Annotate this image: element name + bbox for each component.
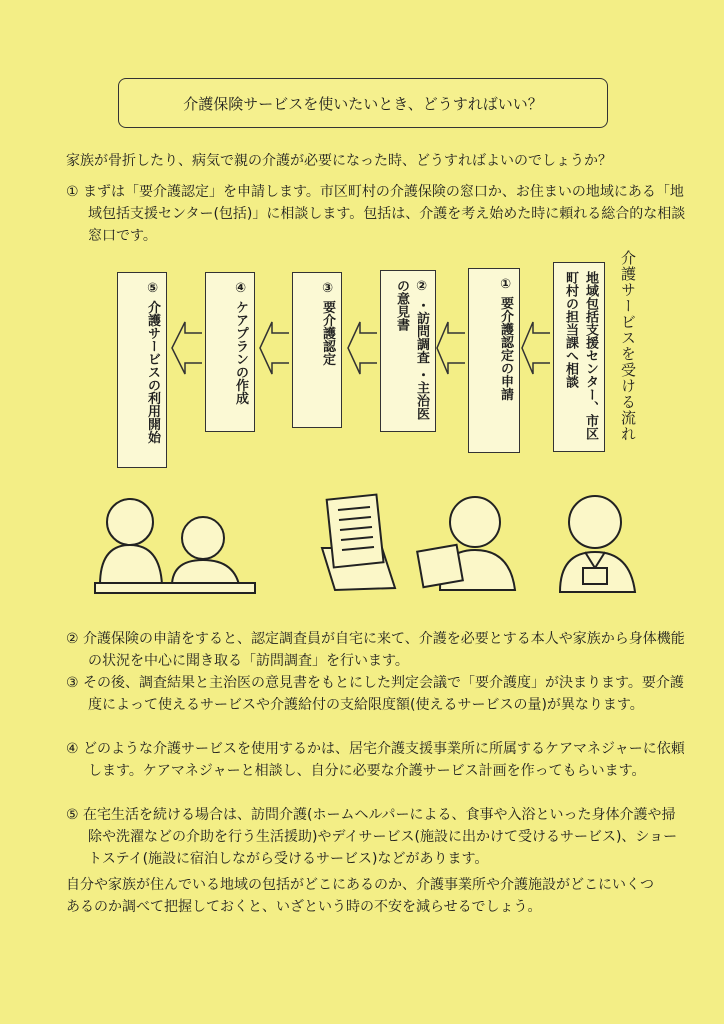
flow-box-survey: ② ・訪問調査 ・主治医の意見書: [380, 270, 436, 432]
title-box: [118, 78, 608, 128]
step-4-text: ④ どのような介護サービスを使用するかは、居宅介護支援事業所に所属するケアマネジャーに依頼します。ケアマネジャーと相談し、自分に必要な介護サービス計画を作ってもらいます。: [66, 741, 685, 779]
page-title: 介護保険サービスを使いたいとき、どうすればいい？: [183, 94, 543, 113]
step-3-text: ③ その後、調査結果と主治医の意見書をもとにした判定会議で「要介護度」が決まります。要介護度によって使えるサービスや介護給付の支給限度額(使えるサービスの量)が異なります。: [66, 675, 684, 713]
flow-box-service-start: ⑤ 介護サービスの利用開始: [117, 272, 167, 468]
document-illustration: [322, 495, 395, 590]
step-1-text: ① まずは「要介護認定」を申請します。市区町村の介護保険の窓口か、お住まいの地域にある「地域包括支援センター(包括)」に相談します。包括は、介護を考え始めた時に頼れる総合的な相談窓口です。: [66, 184, 686, 244]
arrow-left-icon: [260, 322, 289, 374]
caregiver-illustration: [95, 499, 255, 593]
flow-title: 介護サービスを受ける流れ: [619, 250, 637, 442]
arrow-left-icon: [522, 322, 550, 374]
staff-illustration: [560, 496, 635, 592]
arrow-left-icon: [348, 322, 377, 374]
arrow-left-icon: [172, 322, 202, 374]
arrow-left-icon: [437, 322, 465, 374]
flow-box-careplan: ④ ケアプランの作成: [205, 272, 255, 432]
closing-text: 自分や家族が住んでいる地域の包括がどこにあるのか、介護事業所や介護施設がどこにいくつあるのか調べて把握しておくと、いざという時の不安を減らせるでしょう。: [66, 877, 654, 915]
flow-box-consult: 地域包括支援センター、市区町村の担当課へ相談: [553, 262, 605, 452]
surveyor-illustration: [417, 497, 515, 590]
step-2-text: ② 介護保険の申請をすると、認定調査員が自宅に来て、介護を必要とする本人や家族から身体機能の状況を中心に聞き取る「訪問調査」を行います。: [66, 631, 685, 669]
flow-box-certification: ③ 要介護認定: [292, 272, 342, 428]
flow-box-application: ① 要介護認定の申請: [468, 268, 520, 453]
step-5-text: ⑤ 在宅生活を続ける場合は、訪問介護(ホームヘルパーによる、食事や入浴といった身体介護や掃除や洗濯などの介助を行う生活援助)やデイサービス(施設に出かけて受けるサービス)、ショートステイ(施設に宿泊しながら受けるサービス)などがあります。: [66, 807, 678, 867]
intro-question: 家族が骨折したり、病気で親の介護が必要になった時、どうすればよいのでしょうか？: [66, 153, 612, 169]
